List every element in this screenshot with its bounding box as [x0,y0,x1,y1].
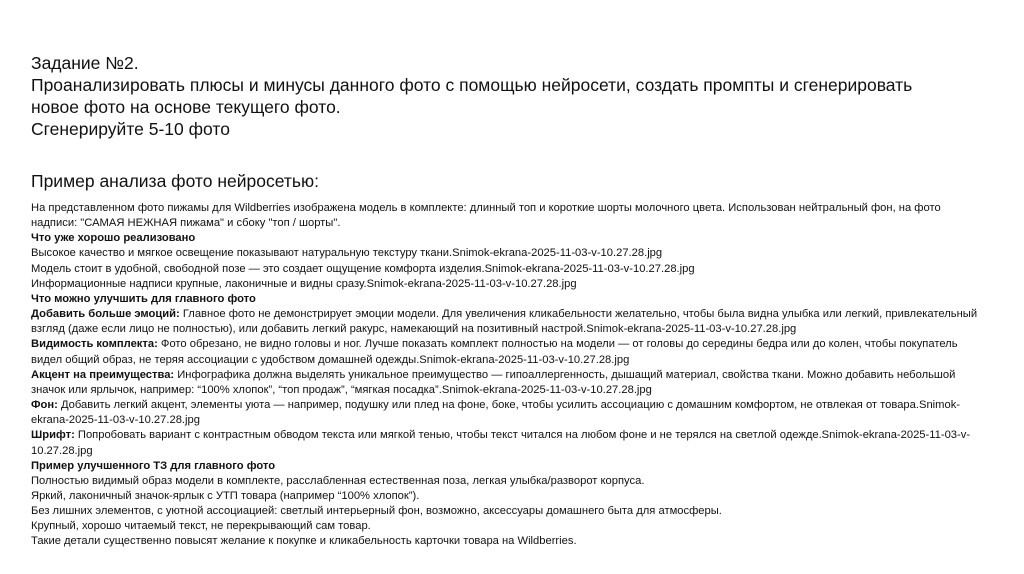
improve-item [31,398,981,428]
good-heading: Что уже хорошо реализовано [31,232,196,245]
example-heading: Пример анализа фото нейросетью: [31,171,319,191]
improve-item-text: Инфографика должна выделять уникальное преимущество — гипоаллергенность, дышащий материал, свойства ткани. Можно добавить небольшой значок или ярлычок, например: “100% хлопок”, “топ продаж”, “мягкая посадка”.Snimok-ekrana-2025-11-03-v-10.27.28.jpg [31,368,956,396]
task-line-2: новое фото на основе текущего фото. [31,97,341,117]
tz-item: Полностью видимый образ модели в комплекте, расслабленная естественная поза, легкая улыбка/разворот корпуса. [31,474,645,487]
good-item: Высокое качество и мягкое освещение показывают натуральную текстуру ткани.Snimok-ekrana-2025-11-03-v-10.27.28.jpg [31,247,663,260]
improve-item-label: Видимость комплекта: [31,338,158,351]
task-line-3: Сгенерируйте 5-10 фото [31,119,230,139]
improve-item-text: Попробовать вариант с контрастным обводом текста или мягкой тенью, чтобы текст читался на любом фоне и не терялся на светлой одежде.Snimok-ekrana-2025-11-03-v-10.27.28.jpg [31,429,971,457]
improve-item-label: Фон: [31,399,58,412]
improve-item [31,337,981,367]
task-line-1: Проанализировать плюсы и минусы данного фото с помощью нейросети, создать промпты и сгенерировать [31,75,913,95]
tz-item: Без лишних элементов, с уютной ассоциацией: светлый интерьерный фон, возможно, аксессуары домашнего быта для атмосферы. [31,505,722,518]
tz-item: Крупный, хорошо читаемый текст, не перекрывающий сам товар. [31,520,371,533]
tz-item: Такие детали существенно повысят желание к покупке и кликабельность карточки товара на Wildberries. [31,535,577,548]
tz-item: Яркий, лаконичный значок-ярлык с УТП товара (например “100% хлопок”). [31,489,420,502]
improve-item-label: Добавить больше эмоций: [31,308,180,321]
task-block [31,52,991,140]
improve-item-text: Добавить легкий акцент, элементы уюта — например, подушку или плед на фоне, боке, чтобы усилить ассоциацию с домашним комфортом, не отвлекая от товара.Snimok-ekrana-2025-11-03-v-10.27.28.jpg [31,399,961,427]
improve-item [31,368,981,398]
analysis-intro: На представленном фото пижамы для Wildberries изображена модель в комплекте: длинный топ и короткие шорты молочного цвета. Использован нейтральный фон, на фото надписи: "САМАЯ НЕЖНАЯ пижама" и сбоку "топ / шорты". [31,202,941,230]
analysis-body [31,201,981,550]
good-item: Модель стоит в удобной, свободной позе — это создает ощущение комфорта изделия.Snimok-ekrana-2025-11-03-v-10.27.28.jpg [31,262,695,275]
improve-item-label: Акцент на преимущества: [31,368,175,381]
improve-item [31,307,981,337]
task-title: Задание №2. [31,53,139,73]
improve-heading: Что можно улучшить для главного фото [31,292,256,305]
improve-item [31,428,981,458]
improve-item-text: Главное фото не демонстрирует эмоции модели. Для увеличения кликабельности желательно, чтобы была видна улыбка или легкий, привлекательный взгляд (даже если лицо не полностью), или добавить легкий ракурс, намекающий на позитивный настрой.Snimok-ekrana-2025-11-03-v-10.27.28.jpg [31,308,978,336]
good-item: Информационные надписи крупные, лаконичные и видны сразу.Snimok-ekrana-2025-11-03-v-10.27.28.jpg [31,277,577,290]
improve-item-label: Шрифт: [31,429,75,442]
tz-heading: Пример улучшенного ТЗ для главного фото [31,459,276,472]
improve-item-text: Фото обрезано, не видно головы и ног. Лучше показать комплект полностью на модели — от головы до середины бедра или до колен, чтобы покупатель видел общий образ, не теряя ассоциации с удобством домашней одежды.Snimok-ekrana-2025-11-03-v-10.27.28.jpg [31,338,958,366]
